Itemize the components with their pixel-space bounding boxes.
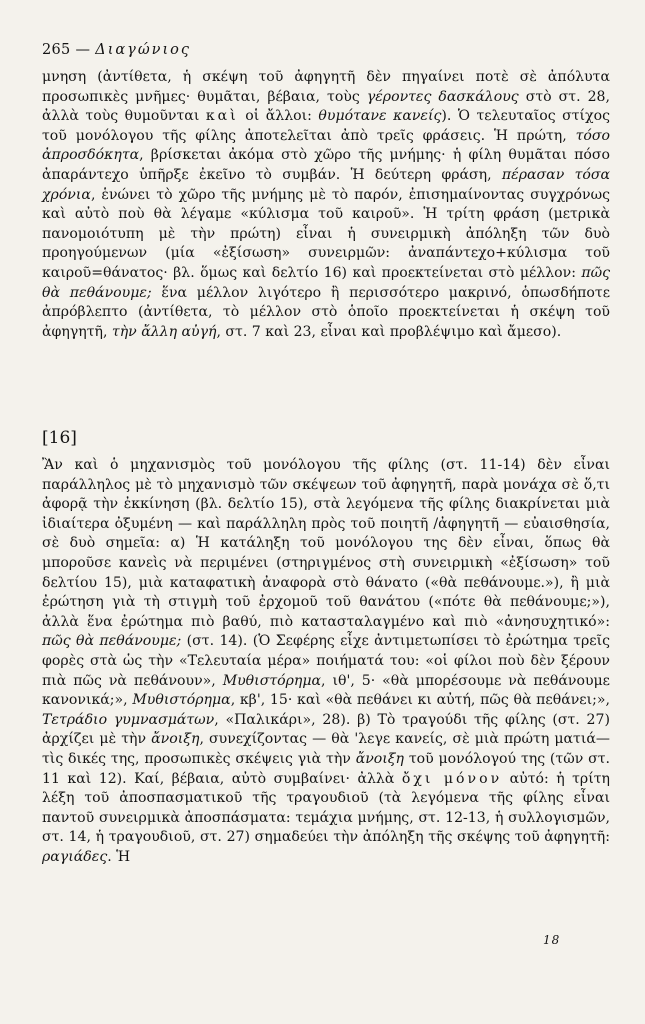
paragraph-2-text [42,456,610,867]
text-run: , ἑνώνει τὸ χῶρο τῆς μνήμης μὲ τὸ παρόν, ἐπισημαίνοντας συγχρόνως καὶ αὐτὸ ποὺ θὰ λέγαμε «κύλισμα τοῦ καιροῦ». Ἡ τρίτη φράση (μετρικὰ πανομοιότυπη μὲ τὴν πρώτη) εἶναι ἡ συνειρμικὴ ἀπόληξη τῶν δυὸ προηγούμενων (μία «ἐξίσωση» συνειρμῶν: ἀναπάντεχο+κύλισμα τοῦ καιροῦ=θάνατος· βλ. ὅμως καὶ δελτίο 16) καὶ προεκτείνεται στὸ μέλλον: [42,186,610,281]
page-number: 265 [42,42,71,58]
text-run: μνηση (ἀντίθετα, ἡ σκέψη τοῦ ἀφηγητῆ δὲν πηγαίνει ποτὲ σὲ ἀπόλυτα προσωπικὲς μνῆμες· θυμᾶται, βέβαια, τοὺς [42,69,610,105]
text-run: Ἂν καὶ ὁ μηχανισμὸς τοῦ μονόλογου τῆς φίλης (στ. 11-14) δὲν εἶναι παράλληλος μὲ τὸ μηχανισμὸ τῶν σκέψεων τοῦ ἀφηγητῆ, παρὰ μονάχα σὲ ὅ,τι ἀφορᾷ τὴν ἐκκίνηση (βλ. δελτίο 15), στὰ λεγόμενα τῆς φίλης διακρίνεται μιὰ ἰδιαίτερα ὀξυμένη — καὶ παράλληλη πρὸς τοῦ ποιητῆ /ἀφηγητῆ — εὐαισθησία, σὲ δυὸ σημεῖα: α) Ἡ κατάληξη τοῦ μονόλογου της δὲν εἶναι, ὅπως θὰ μποροῦσε κανεὶς νὰ περιμένει (στηριγμένος στὴ συνειρμικὴ «ἐξίσωση» τοῦ δελτίου 15), μιὰ καταφατικὴ ἀναφορὰ στὸ θάνατο («θὰ πεθάνουμε.»), ἢ μιὰ ἐρώτηση γιὰ τὴ στιγμὴ τοῦ ἐρχομοῦ τοῦ θανάτου («πότε θὰ πεθάνουμε;»), ἀλλὰ ἕνα ἐρώτημα πιὸ βαθύ, πιὸ κατασταλαγμένο καὶ πιὸ «ἀνησυχητικό»: [42,457,610,630]
italic-run: ραγιάδες [42,848,108,865]
text-run: , κβ', 15· καὶ «θὰ πεθάνει κι αὐτή, πῶς θὰ πεθάνει;», [230,692,610,709]
header-separator: — [75,42,91,58]
italic-run: ἄνοιξη [355,750,404,767]
italic-run: Τετράδιο γυμνασμάτων [42,711,215,728]
italic-run: θυμότανε κανείς [318,108,442,125]
text-run: ἕνα μέλλον λιγότερο ἢ περισσότερο μακρινό, ὁπωσδήποτε ἀπρόβλεπτο (ἀντίθετα, τὸ μέλλον στὸ ὁποῖο προεκτείνεται ἡ σκέψη τοῦ ἀφηγητῆ, [42,284,610,340]
italic-run: πῶς θὰ πεθάνουμε; [42,633,182,650]
text-run: , στ. 7 καὶ 23, εἶναι καὶ προβλέψιμο καὶ ἄμεσο). [216,323,562,340]
paragraph-1-text [42,68,610,342]
italic-run: ἄνοιξη [151,731,200,748]
text-run: (στ. 14). (Ὁ Σεφέρης εἶχε ἀντιμετωπίσει τὸ ἐρώτημα τρεῖς φορὲς στὰ ὡς τὴν «Τελευταία μέρα» ποιήματά του: «οἱ φίλοι ποὺ δὲν ξέρουν πιὰ πῶς νὰ πεθάνουν», [42,633,610,689]
italic-run: πῶς θὰ πεθάνουμε; [42,264,610,301]
text-run: . Ἡ [107,848,131,865]
paragraph-1 [42,68,610,342]
spaced-emphasis-run: ὄχι μόνον [401,770,503,787]
text-run: ). Ὁ τελευταῖος στίχος τοῦ μονόλογου τῆς φίλης ἀποτελεῖται ἀπὸ τρεῖς φράσεις. Ἡ πρώτη, [42,108,611,144]
signature-mark: 18 [543,933,561,947]
text-run: αὐτό: ἡ τρίτη λέξη τοῦ ἀποσπασματικοῦ τῆς τραγουδιοῦ (τὰ λεγόμενα τῆς φίλης εἶναι παντοῦ συνειρμικὰ ἀποσπάσματα: τεμάχια μνήμης, στ. 12-13, ἡ συλλογισμῶν, στ. 14, ἡ τραγουδιοῦ, στ. 27) σημαδεύει τὴν ἀπόληξη τῆς σκέψης τοῦ ἀφηγητῆ: [42,770,610,846]
page-header [42,42,191,58]
italic-run: Μυθιστόρημα [222,672,322,689]
text-run: στὸ στ. 28, ἀλλὰ τοὺς θυμοῦνται [42,88,610,125]
text-run: οἱ ἄλλοι: [238,108,319,125]
section-label: [16] [42,428,77,448]
italic-run: πέρασαν τόσα χρόνια [42,166,610,203]
spaced-emphasis-run: καὶ [205,108,239,125]
italic-run: γέροντες δασκάλους [366,88,519,105]
italic-run: τὴν ἄλλη αὐγή [111,323,217,340]
paragraph-2 [42,456,610,867]
text-run: τοῦ μονόλογού της (τῶν στ. 11 καὶ 12). Καί, βέβαια, αὐτὸ συμβαίνει· ἀλλὰ [42,750,611,787]
text-run: , «Παλικάρι», 28). β) Τὸ τραγούδι τῆς φίλης (στ. 27) ἀρχίζει μὲ τὴν [42,711,610,748]
text-run: , βρίσκεται ἀκόμα στὸ χῶρο τῆς μνήμης· ἡ φίλη θυμᾶται πόσο ἀπαράντεχο ὑπῆρξε ἐκεῖνο τὸ συμβάν. Ἡ δεύτερη φράση, [42,147,610,183]
running-title: Διαγώνιος [95,42,192,58]
text-run: , συνεχίζοντας — θὰ 'λεγε κανείς, σὲ μιὰ πρώτη ματιά— τὶς δικές της, προσωπικὲς σκέψεις γιὰ τὴν [42,731,610,767]
italic-run: τόσο ἀπροσδόκητα [42,127,610,164]
italic-run: Μυθιστόρημα [132,692,231,709]
text-run: , ιθ', 5· «θὰ μπορέσουμε νὰ πεθάνουμε κανονικά;», [42,672,610,709]
